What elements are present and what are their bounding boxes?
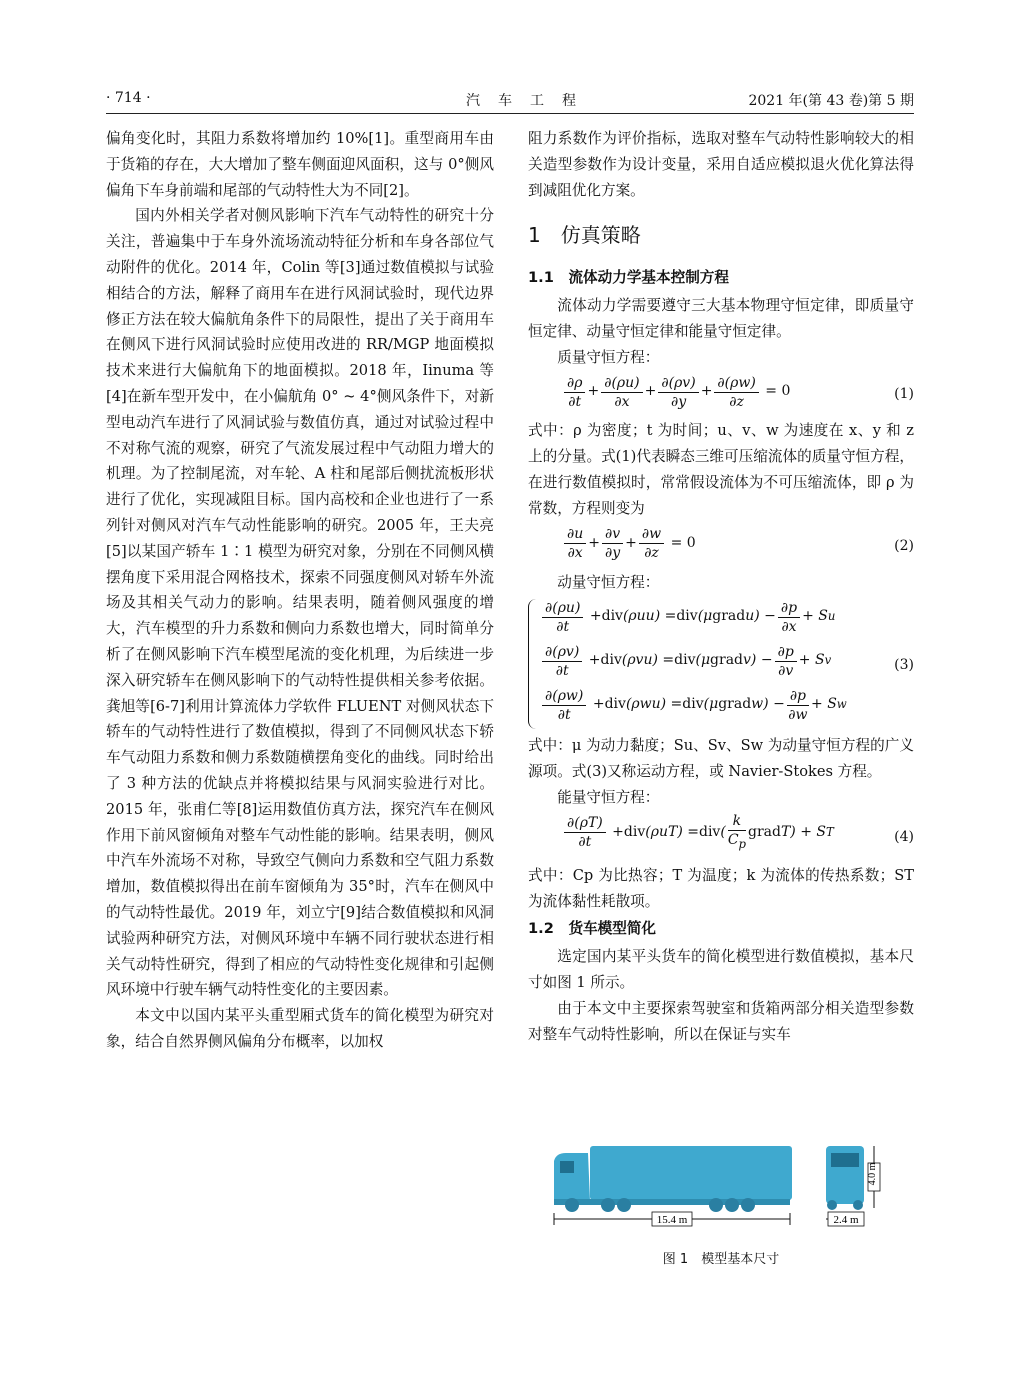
left-column [106,126,494,1055]
equation-number: (1) [894,386,914,403]
paragraph: 偏角变化时，其阻力系数将增加约 10%[1]。重型商用车由于货箱的存在，大大增加了整车侧面迎风面积，这与 0°侧风偏角下车身前端和尾部的气动特性大为不同[2]。 [106,130,494,199]
height-label: 4.0 m [867,1162,878,1186]
journal-name: 汽 车 工 程 [466,93,578,109]
figure-caption: 图 1 模型基本尺寸 [662,1252,780,1267]
equation-number: (4) [894,828,914,845]
equation-label: 能量守恒方程： [557,788,660,806]
issue-info: 2021 年(第 43 卷)第 5 期 [748,93,914,109]
truck-figure [548,1143,898,1233]
paragraph: 本文中以国内某平头重型厢式货车的简化模型为研究对象，结合自然界侧风偏角分布概率，以加权 [106,1007,494,1050]
equation-4: $\frac{\partial(\rho T)}{\partial t}$ + div (ρuT) = div ( $\frac{k}{C_p}$ grad T) + S T (4) [528,811,914,863]
equation-1: $\frac{\partial\rho}{\partial t}$ + $\frac{\partial(\rho u)}{\partial x}$ + $\frac{\partial(\rho v)}{\partial y}$ + $\frac{\partial(\rho w)}{\partial z}$ = 0 (1) [528,370,914,418]
page-header [106,90,914,114]
truck-side-view [554,1146,792,1226]
subsection-heading: 1.1 流体动力学基本控制方程 [528,269,729,287]
equation-number: (3) [894,657,914,674]
length-label: 15.4 m [656,1214,688,1226]
equation-label: 动量守恒方程： [557,573,660,591]
paragraph: 国内外相关学者对侧风影响下汽车气动特性的研究十分关注，普遍集中于车身外流场流动特征分析和车身各部位气动附件的优化。2014 年，Colin 等[3]通过数值模拟与试验相结合的方法，解释了商用车在进行风洞试验时，现代边界修正方法在较大偏航角条件下的局限性，提出了关于商用车在侧风下进行风洞试验时应使用改进的 RR/MGP 地面模拟技术来进行大偏航角下的地面模拟。2018 年，Iinuma 等[4]在新车型开发中，在小偏航角 0° ~ 4°侧风条件下，对新型电动汽车进行了风洞试验与数值仿真，通过对试验过程中不对称气流的观察，研究了气流发展过程中气动阻力增大的机理。为了控制尾流，对车轮、A 柱和尾部后侧扰流板形状进行了优化，实现减阻目标。国内高校和企业也进行了一系列针对侧风对汽车气动性能影响的研究。2005 年，王夫亮[5]以某国产轿车 1∶1 模型为研究对象，分别在不同侧风横摆角度下采用混合网格技术，探索不同强度侧风对轿车外流场及其相关气动力的影响。结果表明，随着侧风强度的增大，汽车模型的升力系数和侧向力系数也增大，同时简单分析了在侧风影响下汽车模型尾流的变化机理，为后续进一步深入研究轿车在侧风影响下的气动特性提供相关参考依据。龚旭等[6-7]利用计算流体力学软件 FLUENT 对侧风状态下轿车的气动特性进行了数值模拟，得到了不同侧风状态下轿车气动阻力系数和侧力系数随横摆角变化的曲线。同时给出了 3 种方法的优缺点并将模拟结果与风洞实验进行对比。2015 年，张甫仁等[8]运用数值仿真方法，探究汽车在侧风作用下前风窗倾角对整车气动性能的影响。结果表明，侧风中汽车外流场不对称，导致空气侧向力系数和空气阻力系数增加，数值模拟得出在前车窗倾角为 35°时，汽车在侧风中的气动特性最优。2019 年，刘立宁[9]结合数值模拟和风洞试验两种研究方法，对侧风环境中车辆不同行驶状态进行相关气动特性研究，得到了相应的气动特性变化规律和引起侧风环境中行驶车辆气动特性变化的主要因素。 [106,207,494,999]
paragraph: 式中：Cp 为比热容；T 为温度；k 为流体的传热系数；ST 为流体黏性耗散项。 [528,866,914,910]
paragraph: 式中：ρ 为密度；t 为时间；u、v、w 为速度在 x、y 和 z 上的分量。式(1)代表瞬态三维可压缩流体的质量守恒方程，在进行数值模拟时，常常假设流体为不可压缩流体，即 ρ 为常数，方程则变为 [528,422,914,517]
equation-label: 质量守恒方程： [557,348,660,366]
paragraph: 由于本文中主要探索驾驶室和货箱两部分相关造型参数对整车气动特性影响，所以在保证与实车 [528,999,914,1043]
paragraph: 阻力系数作为评价指标，选取对整车气动特性影响较大的相关造型参数作为设计变量，采用自适应模拟退火优化算法得到减阻优化方案。 [528,130,914,199]
paragraph: 选定国内某平头货车的简化模型进行数值模拟，基本尺寸如图 1 所示。 [528,948,914,991]
equation-number: (2) [894,537,914,554]
page-number: · 714 · [106,90,151,106]
equation-2: $\frac{\partial u}{\partial x}$ + $\frac{\partial v}{\partial y}$ + $\frac{\partial w}{\partial z}$ = 0 (2) [528,522,914,570]
right-column [528,126,914,1047]
width-label: 2.4 m [833,1214,859,1226]
equation-3: $\frac{\partial(\rho u)}{\partial t}$ + div (ρuu) = div (μ grad u) − $\frac{\partial p}{\partial x}$ + S u $\frac{\partial(\rho v)}{\partial t}$ + div (ρvu) = div (μ grad v) − $\frac{\partial p}{\partial v}$ + S v $\frac{\partial(\rho w)}{\partial t}$ + div (ρwu) = div (μ grad w) − $\frac{\partial p}{\partial w}$ + S w (3) [528,595,914,733]
truck-front-view [826,1146,880,1226]
subsection-heading: 1.2 货车模型简化 [528,920,657,938]
header-rule [106,113,914,114]
brace [528,599,537,729]
section-heading: 1 仿真策略 [528,223,641,248]
paragraph: 式中：μ 为动力黏度；Su、Sv、Sw 为动量守恒方程的广义源项。式(3)又称运动方程，或 Navier-Stokes 方程。 [528,737,914,781]
paragraph: 流体动力学需要遵守三大基本物理守恒定律，即质量守恒定律、动量守恒定律和能量守恒定律。 [528,296,914,340]
